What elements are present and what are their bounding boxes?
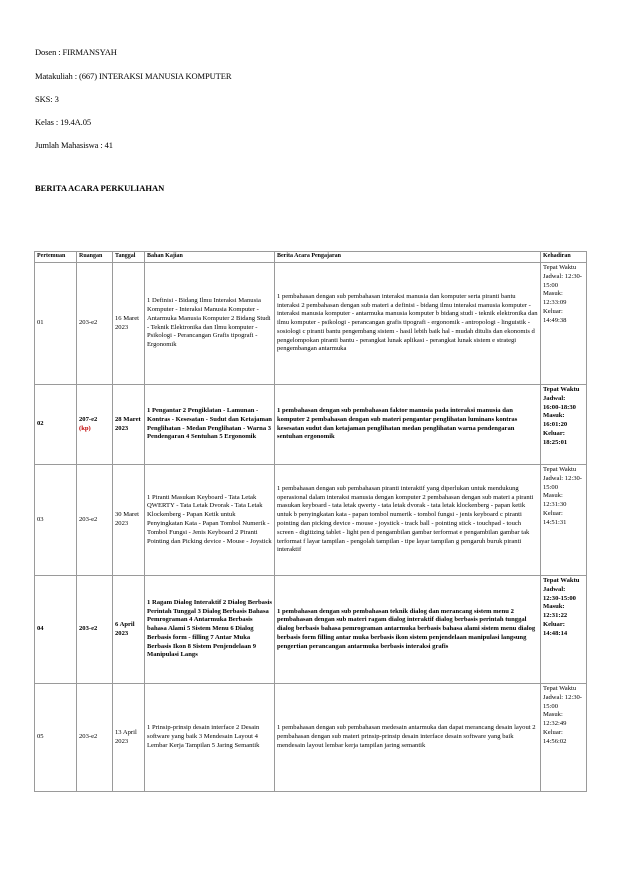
cell-kehadiran [541,385,587,465]
cell-tanggal: 28 Maret 2023 [113,385,145,465]
cell-bahan-kajian: 1 Pengantar 2 Pengiklatan - Lamunan - Kontras - Kesesatan - Sudut dan Ketajaman Penglihatan - Medan Penglihatan - Warna 3 Pendengaran 4 Sentuhan 5 Ergonomik [145,385,275,465]
cell-kehadiran [541,684,587,792]
cell-pertemuan: 03 [35,465,77,576]
cell-berita-acara: 1 pembahasan dengan sub pembahasan medesain antarmuka dan dapat merancang desain layout 2 pembahasan dengan sub materi prinsip-prinsip desain interface desain software yang baik mendesain layout lembar kerja tampilan jaring semantik [275,684,541,792]
cell-pertemuan: 02 [35,385,77,465]
kehadiran-jadwal: Jadwal: 12:30-15:00 [543,474,583,491]
kehadiran-keluar: Keluar: 14:49:38 [543,307,567,324]
column-header-bahan-kajian: Bahan Kajian [145,252,275,263]
cell-tanggal: 13 April 2023 [113,684,145,792]
kehadiran-masuk: Masuk: 12:32:49 [543,711,567,728]
kehadiran-jadwal: Jadwal: 16:00-18:30 [543,394,576,411]
cell-ruangan [77,263,113,385]
cell-tanggal: 6 April 2023 [113,576,145,684]
ruangan-text: 203-e2 [79,319,98,327]
cell-pertemuan: 05 [35,684,77,792]
ruangan-note: (kp) [79,424,91,432]
ruangan-text: 207-e2 [79,415,98,423]
cell-berita-acara: 1 pembahasan dengan sub pembahasan piranti interaktif yang diperlukan untuk mendukung operasional dalam interaksi manusia dengan komputer 2 pembahasan dengan sub materi a piranti masukan keyboard - tata letak qwerty - tata letak dvorak - tata letak klockenberg - papan ketik untuk b penyingkatan kata - papan tombol numerik - tombol fungsi - jenis keyboard c piranti pointing dan picking device - mouse - joystick - track ball - pointing stick - touchpad - touch screen - digitizing tablet - light pen d pengambilan gambar terformat e pengambilan gambar tak terformat f layar tampilan - pengolah tampilan - tipe layar tampilan g pengaruh buruk piranti interaktif [275,465,541,576]
kehadiran-keluar: Keluar: 14:51:31 [543,509,567,526]
cell-berita-acara: 1 pembahasan dengan sub pembahasan teknik dialog dan merancang sistem menu 2 pembahasan dengan sub materi ragam dialog interaktif dialog berbasis perintah tunggal dialog berbasis bahasa pemrograman antarmuka berbasis bahasa alami sistem menu dialog berbasis form filling antar muka berbasis ikon sistem penjendelaan manipulasi langsung pengertian perancangan antarmuka berbasis interaksi grafis [275,576,541,684]
ruangan-text: 203-e2 [79,733,98,741]
column-header-pertemuan: Pertemuan [35,252,77,263]
kehadiran-status: Tepat Waktu [543,577,580,584]
ruangan-text: 203-e2 [79,625,98,633]
cell-bahan-kajian: 1 Prinsip-prinsip desain interface 2 Desain software yang baik 3 Mendesain Layout 4 Lembar Kerja Tampilan 5 Jaring Semantik [145,684,275,792]
cell-kehadiran [541,465,587,576]
cell-pertemuan: 04 [35,576,77,684]
cell-ruangan [77,684,113,792]
cell-bahan-kajian: 1 Ragam Dialog Interaktif 2 Dialog Berbasis Perintah Tunggal 3 Dialog Berbasis Bahasa Pemrograman 4 Antarmuka Berbasis bahasa Alami 5 Sistem Menu 6 Dialog Berbasis form - filling 7 Antar Muka Berbasis Ikon 8 Sistem Penjendelaan 9 Manipulasi Langs [145,576,275,684]
kehadiran-status: Tepat Waktu [543,264,577,271]
jumlah-mahasiswa-label: Jumlah Mahasiswa : 41 [35,140,113,150]
cell-berita-acara: 1 pembahasan dengan sub pembahasan faktor manusia pada interaksi manusia dan komputer 2 pembahasan dengan sub materi pengantar penglihatan luminans kontras kesesatan sudut dan ketajaman penglihatan medan penglihatan warna pendengaran sentuhan ergonomik [275,385,541,465]
cell-ruangan [77,385,113,465]
table-row [35,576,587,684]
kehadiran-status: Tepat Waktu [543,685,577,692]
kehadiran-keluar: Keluar: 14:48:14 [543,620,568,637]
matakuliah-label: Matakuliah : (667) INTERAKSI MANUSIA KOMPUTER [35,71,232,81]
table-row [35,465,587,576]
berita-acara-table [34,251,587,792]
cell-tanggal: 30 Maret 2023 [113,465,145,576]
dosen-label: Dosen : FIRMANSYAH [35,47,117,57]
kehadiran-status: Tepat Waktu [543,466,577,473]
cell-ruangan [77,576,113,684]
kelas-label: Kelas : 19.4A.05 [35,117,92,127]
cell-kehadiran [541,576,587,684]
kehadiran-masuk: Masuk: 12:33:09 [543,290,567,307]
ruangan-text: 203-e2 [79,515,98,523]
table-row [35,263,587,385]
kehadiran-keluar: Keluar: 18:25:01 [543,429,568,446]
column-header-kehadiran: Kehadiran [541,252,587,263]
cell-tanggal: 16 Maret 2023 [113,263,145,385]
column-header-tanggal: Tanggal [113,252,145,263]
column-header-berita-acara: Berita Acara Pengajaran [275,252,541,263]
page-title: BERITA ACARA PERKULIAHAN [35,183,165,193]
cell-kehadiran [541,263,587,385]
kehadiran-keluar: Keluar: 14:56:02 [543,728,567,745]
kehadiran-masuk: Masuk: 12:31:30 [543,492,567,509]
kehadiran-status: Tepat Waktu [543,386,580,393]
cell-pertemuan: 01 [35,263,77,385]
kehadiran-jadwal: Jadwal: 12:30-15:00 [543,693,583,710]
cell-bahan-kajian: 1 Piranti Masukan Keyboard - Tata Letak QWERTY - Tata Letak Dvorak - Tata Letak Klockenberg - Papan Ketik untuk Penyingkatan Kata - Papan Tombol Numerik - Tombol Fungsi - Jenis Keyboard 2 Piranti Pointing dan Picking device - Mouse - Joystick [145,465,275,576]
column-header-ruangan: Ruangan [77,252,113,263]
cell-berita-acara: 1 pembahasan dengan sub pembahasan interaksi manusia dan komputer serta piranti bantu interaksi 2 pembahasan dengan sub materi a definisi - bidang ilmu interaksi manusia komputer - interaksi manusia komputer - antarmuka manusia komputer b bidang studi - teknik elektronika dan ilmu komputer - psikologi - perancangan grafis tipografi - ergonomik - antropologi - linguistik - sosiologi c piranti bantu pengembang sistem - hasil lebih baik hal - mudah ditulis dan ekonomis d pengelompokan piranti bantu - perangkat lunak aplikasi - perangkat lunak sistem e strategi pengembangan antarmuka [275,263,541,385]
table-row [35,684,587,792]
cell-ruangan [77,465,113,576]
kehadiran-jadwal: Jadwal: 12:30-15:00 [543,272,583,289]
cell-bahan-kajian: 1 Definisi - Bidang Ilmu Interaksi Manusia Komputer - Interaksi Manusia Komputer - Antarmuka Manusia Komputer 2 Bidang Studi - Teknik Elektronika dan Ilmu komputer - Psikologi - Perancangan Grafis tipografi - Ergonomik [145,263,275,385]
sks-label: SKS: 3 [35,94,59,104]
kehadiran-masuk: Masuk: 16:01:20 [543,412,568,429]
kehadiran-jadwal: Jadwal: 12:30-15:00 [543,585,576,602]
table-row [35,385,587,465]
kehadiran-masuk: Masuk: 12:31:22 [543,603,568,620]
table-header-row [35,252,587,263]
